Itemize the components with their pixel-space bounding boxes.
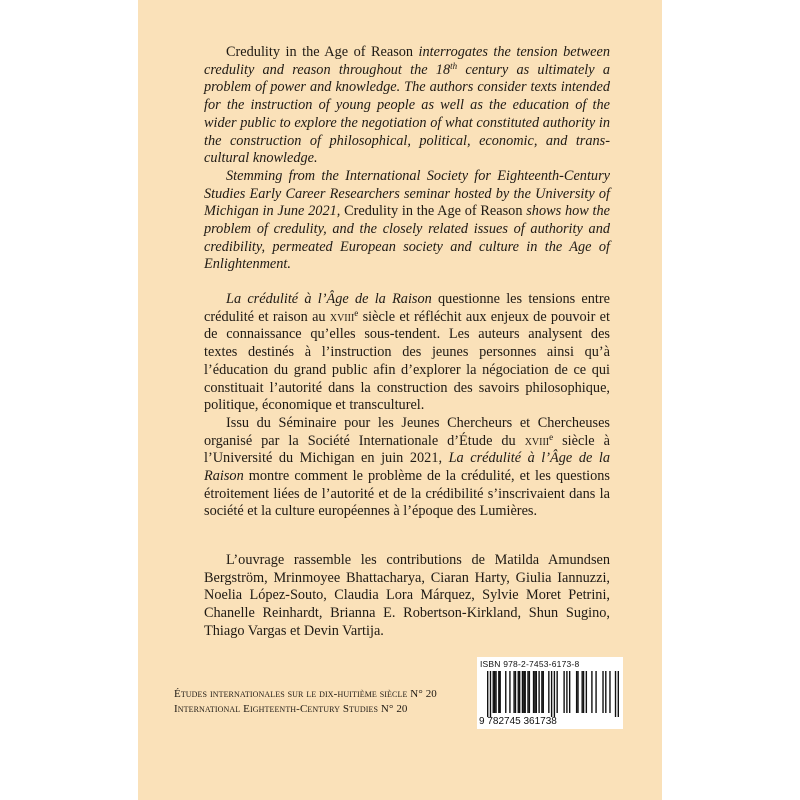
- isbn-label: ISBN 978-2-7453-6173-8: [480, 659, 580, 669]
- barcode-bar: [595, 671, 596, 713]
- english-p1-text-b: century as ultimately a problem of power and knowledge. The authors consider texts intended for the instruction of young people as well as the education of the wider public to explore the negotiation of what constituted authority in the construction of philosophical, political, economic, and trans-cultural knowledge.: [204, 61, 610, 167]
- barcode-bar: [609, 671, 610, 713]
- book-title-english-2: Credulity in the Age of Reason: [344, 203, 523, 220]
- english-p1-superscript: th: [450, 60, 458, 71]
- barcode-bar: [487, 671, 488, 717]
- book-title-french: La crédulité à l’Âge de la Raison: [226, 291, 432, 307]
- french-p2-superscript: e: [549, 431, 554, 442]
- barcode-bar: [525, 671, 526, 713]
- book-title-french-2: La crédulité à l’Âge de la Raison: [204, 450, 610, 485]
- barcode-bar: [494, 671, 495, 713]
- french-p2-century: xviii: [524, 432, 550, 449]
- barcode-bar: [534, 671, 535, 713]
- barcode-bar: [577, 671, 578, 713]
- barcode-bar: [533, 671, 534, 713]
- english-paragraph-2: [204, 168, 610, 274]
- french-paragraph-1: [204, 291, 610, 415]
- french-p1-superscript: e: [354, 307, 359, 318]
- contributors-paragraph: [204, 552, 610, 641]
- barcode-bar: [536, 671, 537, 713]
- french-p2-text-b: siècle à l’Université du Michigan en juin 2021,: [204, 432, 610, 467]
- french-paragraph-2: [204, 415, 610, 521]
- barcode-bar: [490, 671, 491, 717]
- barcode-bar: [505, 671, 506, 713]
- english-p1-text-a: interrogates the tension between credulity and reason throughout the 18: [204, 44, 610, 78]
- barcode-bar: [498, 671, 499, 713]
- barcode-bar: [513, 671, 514, 713]
- english-paragraph-1: [204, 44, 610, 168]
- barcode-bar: [583, 671, 584, 713]
- series-info: [174, 687, 474, 717]
- barcode-bar: [566, 671, 567, 713]
- french-p1-text-b: siècle et réfléchit aux enjeux de pouvoir et de connaissance qu’elles sous-tendent. Les auteurs analysent des textes destinés à l’instruction des jeunes personnes ainsi qu’à l’éducation du grand public afin d’explorer la négociation de ce qui constituait l’autorité dans la construction des savoirs philosophique, politique, économique et transculturel.: [204, 308, 610, 414]
- barcode-bar: [618, 671, 619, 717]
- contributors-text: L’ouvrage rassemble les contributions de Matilda Amundsen Bergström, Mrinmoyee Bhattacharya, Ciaran Harty, Giulia Iannuzzi, Noelia López-Souto, Claudia Lora Márquez, Sylvie Moret Petrini, Chanelle Reinhardt, Brianna E. Robertson-Kirkland, Shun Sugino, Thiago Vargas et Devin Vartija.: [204, 552, 610, 639]
- barcode-bar: [569, 671, 570, 713]
- barcode-bar: [509, 671, 510, 713]
- french-p2-text-a: Issu du Séminaire pour les Jeunes Chercheurs et Chercheuses organisé par la Société Internationale d’Étude du: [204, 414, 610, 449]
- barcode-bar: [522, 671, 523, 713]
- barcode-bar: [541, 671, 542, 713]
- barcode-bar: [556, 671, 557, 713]
- barcode-bar: [551, 671, 552, 717]
- isbn-barcode: [477, 657, 623, 729]
- barcode-bar: [563, 671, 564, 713]
- series-line-french: Études internationales sur le dix-huitième siècle N° 20: [174, 688, 437, 700]
- barcode-bar: [576, 671, 577, 713]
- book-title-english: Credulity in the Age of Reason: [226, 44, 414, 60]
- barcode-bar: [518, 671, 519, 713]
- barcode-bar: [527, 671, 528, 713]
- series-line-english: International Eighteenth-Century Studies N° 20: [174, 703, 408, 715]
- barcode-bar: [529, 671, 530, 713]
- barcode-bar: [581, 671, 582, 713]
- barcode-bar: [602, 671, 603, 713]
- barcode-bar: [495, 671, 496, 713]
- english-p2-text-a: Stemming from the International Society for Eighteenth-Century Studies Early Career Researchers seminar hosted by the University of Michigan in June 2021,: [204, 167, 610, 220]
- barcode-bar: [548, 671, 549, 713]
- french-p1-century: xviii: [329, 308, 355, 325]
- french-p1-text-a: questionne les tensions entre crédulité et raison au: [204, 291, 610, 325]
- english-p2-text-b: shows how the problem of credulity, and the closely related issues of authority and credibility, permeated European society and culture in the Age of Enlightenment.: [204, 203, 611, 273]
- barcode-bar: [554, 671, 555, 717]
- barcode-bar: [605, 671, 606, 713]
- french-blurb: [204, 291, 610, 521]
- barcode-bar: [586, 671, 587, 713]
- english-blurb: [204, 44, 610, 274]
- barcode-bar: [519, 671, 520, 713]
- french-p2-text-c: montre comment le problème de la crédulité, et les questions étroitement liées de l’autorité et de la crédibilité s’inscrivaient dans la société et la culture européennes à l’époque des Lumières.: [204, 468, 610, 520]
- barcode-digits: 9 782745 361738: [479, 716, 557, 727]
- barcode-bar: [523, 671, 524, 713]
- back-cover: [138, 0, 662, 800]
- barcode-bar: [500, 671, 501, 713]
- barcode-bar: [515, 671, 516, 713]
- barcode-bar: [538, 671, 539, 713]
- barcode-bar: [493, 671, 494, 713]
- barcode-bars: [487, 671, 619, 717]
- barcode-bar: [543, 671, 544, 713]
- barcode-bar: [591, 671, 592, 713]
- barcode-bar: [615, 671, 616, 717]
